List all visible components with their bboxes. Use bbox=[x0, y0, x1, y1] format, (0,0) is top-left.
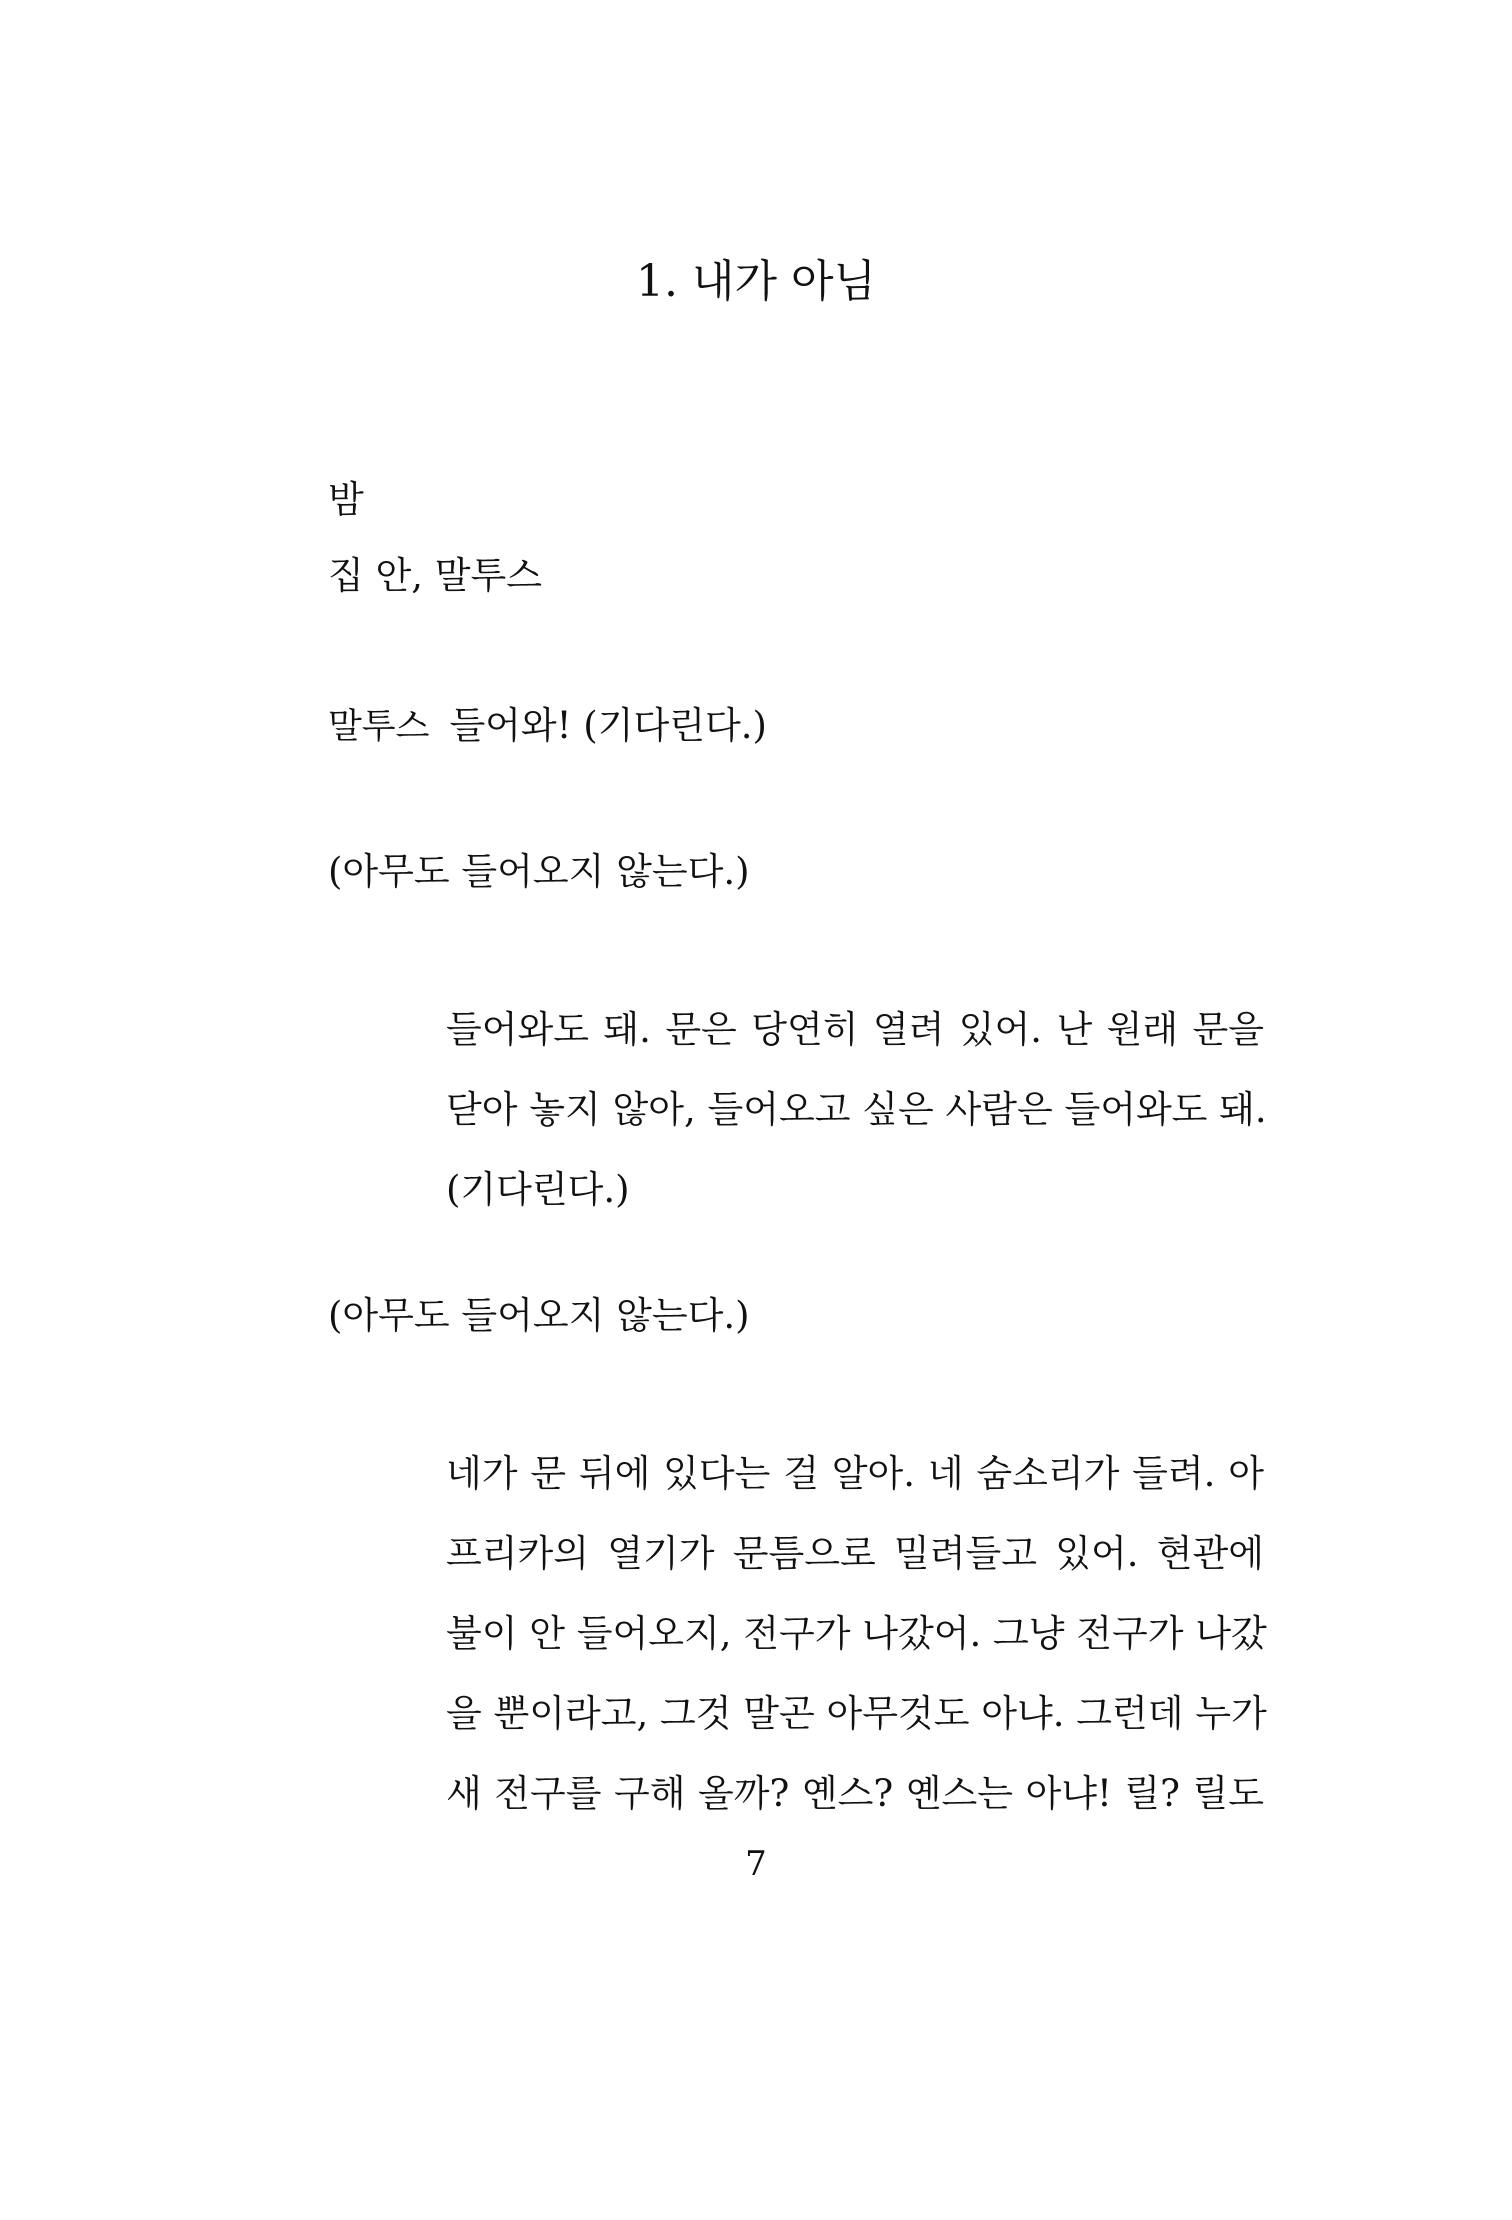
speech-line: 새 전구를 구해 올까? 옌스? 옌스는 아냐! 릴? 릴도 bbox=[446, 1772, 1264, 1815]
page-number: 7 bbox=[745, 1844, 767, 1884]
speech-line: 불이 안 들어오지, 전구가 나갔어. 그냥 전구가 나갔 bbox=[446, 1612, 1267, 1655]
speech-line: 프리카의 열기가 문틈으로 밀려들고 있어. 현관에 bbox=[446, 1532, 1264, 1575]
speech-line: 들어와도 돼. 문은 당연히 열려 있어. 난 원래 문을 bbox=[446, 1008, 1264, 1051]
scene-place: 집 안, 말투스 bbox=[328, 554, 542, 597]
speech-line: 네가 문 뒤에 있다는 걸 알아. 네 숨소리가 들려. 아 bbox=[446, 1452, 1264, 1495]
speech-line: 을 뿐이라고, 그것 말곤 아무것도 아냐. 그런데 누가 bbox=[446, 1692, 1267, 1735]
speech-block bbox=[446, 990, 1267, 1230]
speech-line: 닫아 놓지 않아, 들어오고 싶은 사람은 들어와도 돼. bbox=[446, 1088, 1267, 1131]
chapter-title: 1. 내가 아님 bbox=[636, 256, 876, 307]
dialogue-line bbox=[328, 700, 767, 753]
scene-time: 밤 bbox=[328, 478, 364, 521]
stage-direction: (아무도 들어오지 않는다.) bbox=[328, 850, 750, 893]
dialogue-text: 들어와! (기다린다.) bbox=[449, 704, 767, 747]
speech-line: (기다린다.) bbox=[446, 1168, 630, 1211]
speaker-name: 말투스 bbox=[328, 707, 430, 747]
stage-direction: (아무도 들어오지 않는다.) bbox=[328, 1294, 750, 1337]
speech-block bbox=[446, 1434, 1267, 1834]
